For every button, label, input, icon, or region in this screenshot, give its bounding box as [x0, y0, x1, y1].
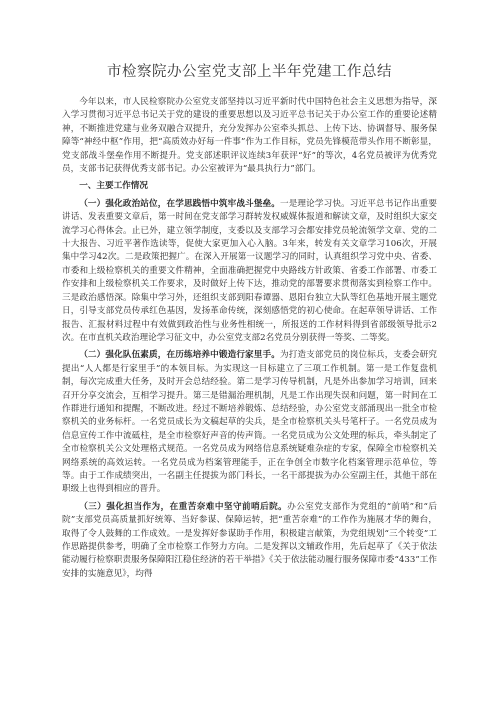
item-paragraph	[62, 349, 437, 496]
document-title: 市检察院办公室党支部上半年党建工作总结	[107, 64, 392, 80]
section-heading: 一、主要工作情况	[79, 181, 148, 192]
item-lead: （一）强化政治站位，在学思践悟中筑牢战斗堡垒。	[79, 198, 280, 209]
item-lead: （三）强化担当作为，在重苦奈难中坚守前哨后院。	[79, 501, 288, 512]
item-body: 为打造支部党员的岗位标兵，支委会研究提出“人人都是行家里手”的本领目标。为实现这一目标建立了三项工作机制。第一是工作复盘机制，每次完成重大任务，及时开会总结经验。第二是学习传导机制，凡是外出参加学习培训，回来召开分享交流会，互相学习提升。第三是错漏治理机制，凡是工作出现失误和问题，第一时间在工作群进行通知和提醒，不断改进。经过不断培养锻炼、总结经验，办公室党支部涌现出一批全市检察机关的业务标杆。一名党员成长为文稿起草的尖兵，是全市检察机关头号笔杆子。一名党员成为信息宣传工作中流砥柱，是全市检察好声音的传声筒。一名党员成为公文处理的标兵，牵头制定了全市检察机关公文处理格式规范。一名党员成为网络信息系统疑难杂症的专家，保障全市检察机关网络系统的高效运转。一名党员成为档案管理能手，正在争创全市数字化档案管理示范单位，等等。由于工作成绩突出，一名副主任提拔为部门科长，一名干部提拔为办公室副主任，其他干部在职级上也得到相应的晋升。	[62, 350, 437, 495]
item-body: 一是理论学习快。习近平总书记作出重要讲话、发表重要文章后，第一时间在党支部学习群转发权威媒体报道和解读文章，及时组织大家交流学习心得体会。止已外，建立领学制度，支委以及支部学习会都安排党员轮流领学文章、党的二十大报告、习近平著作选读等，促使大家更加入心入脑。3年来，转发有关文章学习106次，开展集中学习42次。二是政策把握广。在深入开展第一议题学习的同时，认真组织学习党中央、省委、市委和上级检察机关的重要文件精神，全面准确把握党中央路线方针政策、省委工作部署、市委工作安排和上级检察机关工作要求，及时做好上传下达，推动党的部署要求贯彻落实到检察工作中。三是政治感悟深。除集中学习外，还组织支部到阳春谭器、恩阳台独立大队等红色基地开展主题党日，引导支部党员传承红色基因，发扬革命传统，深刻感悟党的初心使命。在起草领导讲话、工作报告、汇报材料过程中有效做到政治性与业务性相统一，所报送的工作材料得到省部级领导批示2次。在市直机关政治理论学习征文中，办公室党支部2名党员分别获得一等奖、二等奖。	[62, 198, 437, 343]
document-page	[62, 62, 437, 585]
intro-paragraph: 今年以来，市人民检察院办公室党支部坚持以习近平新时代中国特色社会主义思想为指导，深入学习贯彻习近平总书记关于党的建设的重要思想以及习近平总书记关于办公室工作的重要论述精神，不断推进党建与业务双融合双提升，充分发挥办公室牵头抓总、上传下达、协调督导、服务保障等“神经中枢”作用，把“高质效办好每一件事”作为工作目标，党员先锋模范带头作用不断彰显，党支部战斗堡垒作用不断提升。党支部述职评议连续3年获评“好”的等次，4名党员被评为优秀党员，支部书记获得优秀支部书记。办公室被评为“最具执行力”部门。	[62, 97, 437, 175]
item-paragraph	[62, 501, 437, 581]
item-paragraph	[62, 198, 437, 345]
item-lead: （二）强化队伍素质，在历练培养中锻造行家里手。	[79, 350, 280, 361]
item-body: 办公室党支部作为党组的“前哨”和“后院”支部党员高质量抓好统筹、当好参谋、保障运转，把“重苦奈难”的工作作为施展才华的舞台，取得了令人鼓舞的工作成效。一是发挥好参谋助手作用，积极建言献策，为党组规划“三个转变”工作思路提供参考，明确了全市检察工作努力方向。二是发挥以文辅政作用，先后起草了《关于依法能动履行检察职责服务保障阳江稳住经济的若干举措》《关于依法能动履行服务保障市委“433”工作安排的实施意见》，均得	[62, 501, 437, 579]
